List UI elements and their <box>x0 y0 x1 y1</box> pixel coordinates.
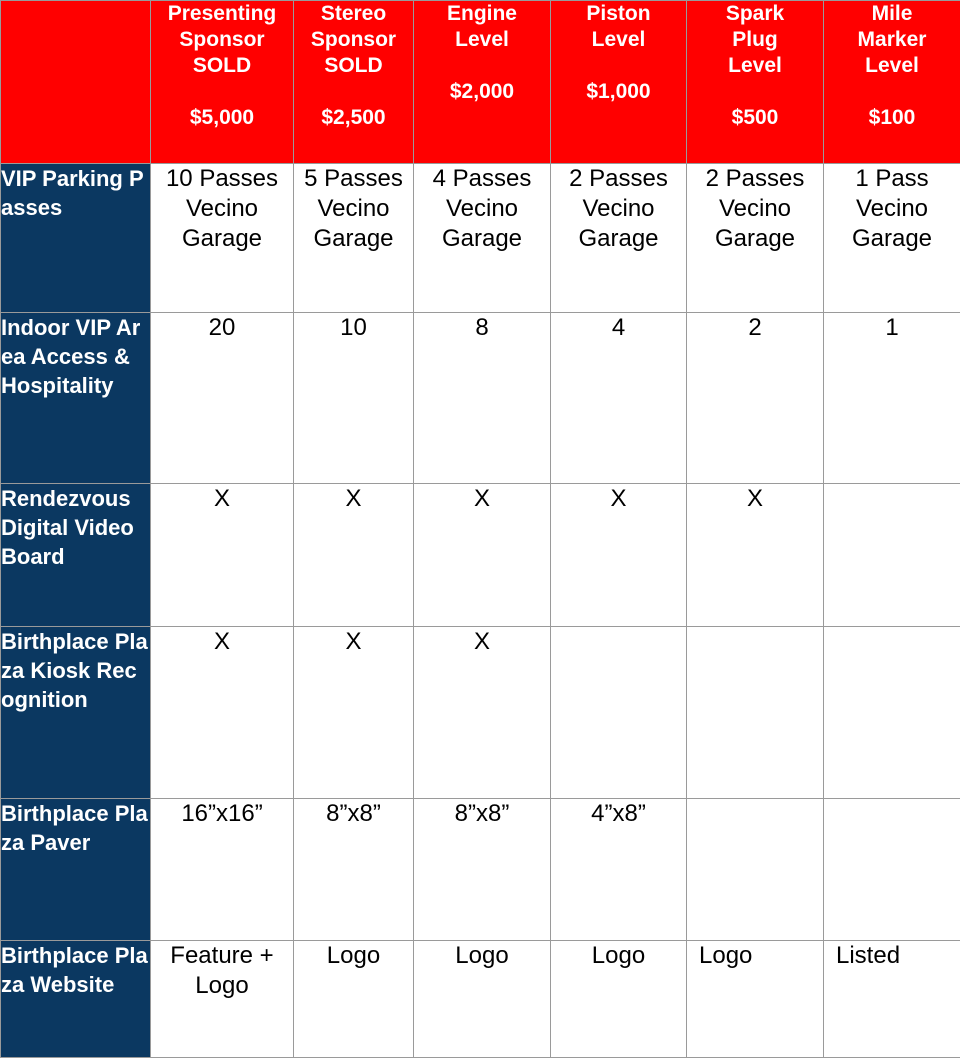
level-name: Stereo Sponsor SOLD <box>310 2 397 77</box>
table-row-paver <box>1 799 960 941</box>
table-cell: X <box>151 627 294 799</box>
table-cell: 4 Passes Vecino Garage <box>414 164 551 313</box>
table-row-video-board <box>1 484 960 627</box>
table-cell: 8”x8” <box>414 799 551 941</box>
level-name: Mile Marker Level <box>857 2 927 77</box>
table-row-kiosk <box>1 627 960 799</box>
table-cell: 8 <box>414 313 551 484</box>
header-presenting-sponsor <box>151 1 294 164</box>
table-cell: 10 Passes Vecino Garage <box>151 164 294 313</box>
header-spark-plug-level <box>687 1 824 164</box>
table-cell: X <box>414 627 551 799</box>
header-engine-level <box>414 1 551 164</box>
table-cell: 2 Passes Vecino Garage <box>551 164 687 313</box>
table-cell: X <box>551 484 687 627</box>
table-row-website <box>1 941 960 1058</box>
header-corner-cell <box>1 1 151 164</box>
table-cell: Logo <box>687 941 824 1058</box>
table-cell: X <box>414 484 551 627</box>
level-price: $1,000 <box>586 80 651 103</box>
row-label: Birthplace Plaza Paver <box>1 799 151 941</box>
table-cell: X <box>294 627 414 799</box>
table-cell: Feature + Logo <box>151 941 294 1058</box>
table-cell: 16”x16” <box>151 799 294 941</box>
table-cell: 20 <box>151 313 294 484</box>
table-row-indoor-vip <box>1 313 960 484</box>
table-cell: 5 Passes Vecino Garage <box>294 164 414 313</box>
table-cell: X <box>151 484 294 627</box>
row-label: Birthplace Plaza Kiosk Recognition <box>1 627 151 799</box>
level-price: $2,500 <box>321 106 386 129</box>
level-price: $100 <box>868 106 916 129</box>
table-cell: Logo <box>294 941 414 1058</box>
table-cell: 2 <box>687 313 824 484</box>
table-cell <box>824 627 960 799</box>
row-label: VIP Parking Passes <box>1 164 151 313</box>
header-row <box>1 1 960 164</box>
level-price: $2,000 <box>449 80 515 103</box>
table-cell <box>687 799 824 941</box>
table-cell: Logo <box>414 941 551 1058</box>
table-cell: 10 <box>294 313 414 484</box>
table-cell <box>551 627 687 799</box>
table-cell <box>687 627 824 799</box>
table-cell: 2 Passes Vecino Garage <box>687 164 824 313</box>
level-price: $500 <box>731 106 779 129</box>
table-cell: Logo <box>551 941 687 1058</box>
level-name: Piston Level <box>586 2 651 51</box>
table-cell: 1 Pass Vecino Garage <box>824 164 960 313</box>
table-cell <box>824 484 960 627</box>
level-name: Presenting Sponsor SOLD <box>167 2 277 77</box>
table-cell: 4”x8” <box>551 799 687 941</box>
table-cell: 8”x8” <box>294 799 414 941</box>
table-cell: Listed <box>824 941 960 1058</box>
row-label: Indoor VIP Area Access & Hospitality <box>1 313 151 484</box>
row-label: Birthplace Plaza Website <box>1 941 151 1058</box>
level-name: Spark Plug Level <box>725 2 785 77</box>
row-label: Rendezvous Digital Video Board <box>1 484 151 627</box>
header-stereo-sponsor <box>294 1 414 164</box>
table-cell: X <box>294 484 414 627</box>
table-cell <box>824 799 960 941</box>
table-cell: X <box>687 484 824 627</box>
level-name: Engine Level <box>446 2 517 51</box>
header-piston-level <box>551 1 687 164</box>
table-cell: 1 <box>824 313 960 484</box>
level-price: $5,000 <box>189 106 255 129</box>
header-mile-marker-level <box>824 1 960 164</box>
table-cell: 4 <box>551 313 687 484</box>
table-row-vip-parking <box>1 164 960 313</box>
